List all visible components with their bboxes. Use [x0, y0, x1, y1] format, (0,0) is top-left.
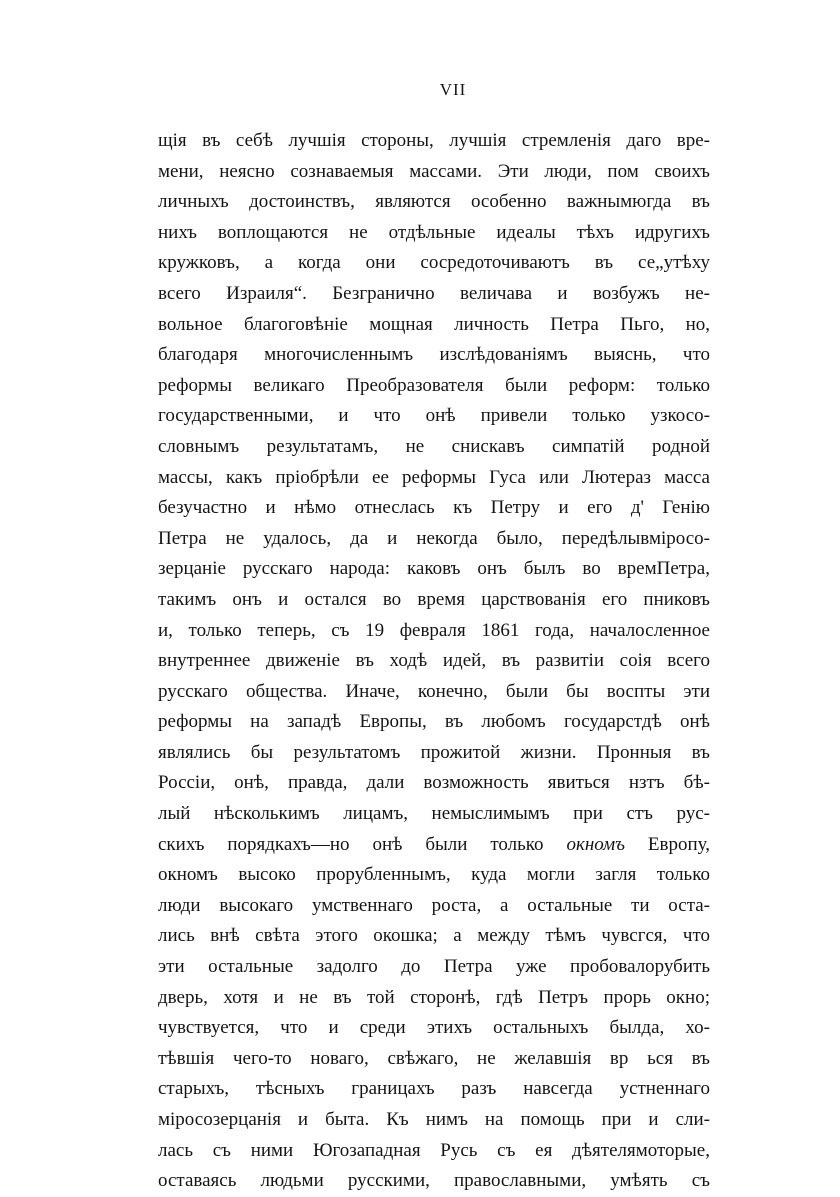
text-line: благодаря многочисленнымъ изслѣдованіямъ выяснь, что	[158, 344, 710, 366]
text-line: внутреннее движеніе въ ходѣ идей, въ развитіи соія всего	[158, 650, 710, 672]
text-line: являлись бы результатомъ прожитой жизни. Пронныя въ	[158, 741, 710, 763]
text-segment: Европу,	[625, 833, 710, 855]
text-line: лый нѣсколькимъ лицамъ, немыслимымъ при стъ рус-	[158, 803, 710, 825]
text-line: личныхъ достоинствъ, являются особенно важнымюгда въ	[158, 191, 710, 213]
text-line: чувствуется, что и среди этихъ остальныхъ былда, хо-	[158, 1017, 710, 1039]
text-line: оставаясь людьми русскими, православными, умѣять съ	[158, 1170, 710, 1192]
text-line: мени, неясно сознаваемыя массами. Эти люди, пом своихъ	[158, 160, 710, 182]
text-line: нихъ воплощаются не отдѣльные идеалы тѣхъ идругихъ	[158, 221, 710, 243]
text-line: государственными, и что онѣ привели только узкосо-	[158, 405, 710, 427]
text-line	[158, 830, 710, 861]
text-line: окномъ высоко прорубленнымъ, куда могли загля только	[158, 864, 710, 886]
text-line: старыхъ, тѣсныхъ границахъ разъ навсегда устненнаго	[158, 1078, 710, 1100]
text-line: лась съ ними Югозападная Русь съ ея дѣятелямоторые,	[158, 1139, 710, 1161]
text-line: тѣвшія чего-то новаго, свѣжаго, не желавшія вр ься въ	[158, 1047, 710, 1069]
text-line: щія въ себѣ лучшія стороны, лучшія стремленія даго вре-	[158, 130, 710, 151]
text-line: всего Израиля“. Безгранично величава и возбужъ не-	[158, 282, 710, 304]
emphasized-word: окномъ	[566, 833, 626, 855]
text-line: словнымъ результатамъ, не снискавъ симпатій родной	[158, 435, 710, 457]
text-line: такимъ онъ и остался во время царствованія его пниковъ	[158, 588, 710, 610]
text-line: эти остальные задолго до Петра уже пробовалорубить	[158, 956, 710, 978]
text-line: міросозерцанія и быта. Къ нимъ на помощь при и сли-	[158, 1109, 710, 1130]
text-line: кружковъ, а когда они сосредоточиваютъ въ се„утѣху	[158, 252, 710, 274]
text-line: Петра не удалось, да и некогда было, передѣлывміросо-	[158, 527, 710, 549]
text-line: и, только теперь, съ 19 февраля 1861 года, началосленное	[158, 619, 710, 641]
text-line: безучастно и нѣмо отнеслась къ Петру и его д' Генію	[158, 497, 710, 519]
text-line: вольное благоговѣніе мощная личность Петра Пьго, но,	[158, 313, 710, 335]
text-line: русскаго общества. Иначе, конечно, были бы воспты эти	[158, 680, 710, 702]
text-line: зерцаніе русскаго народа: каковъ онъ былъ во времПетра,	[158, 558, 710, 580]
body-text	[158, 126, 710, 1197]
text-line: лись внѣ свѣта этого окошка; а между тѣмъ чувсгся, что	[158, 925, 710, 947]
text-line: реформы великаго Преобразователя были реформ: только	[158, 374, 710, 396]
text-segment: скихъ порядкахъ—но онѣ были только	[158, 833, 567, 855]
text-line: реформы на западѣ Европы, въ любомъ государстдѣ онѣ	[158, 711, 710, 733]
text-line: дверь, хотя и не въ той сторонѣ, гдѣ Петръ прорь окно;	[158, 986, 710, 1008]
text-line: люди высокаго умственнаго роста, а остальные ти оста-	[158, 894, 710, 916]
text-line: Россіи, онѣ, правда, дали возможность явиться нзтъ бѣ-	[158, 772, 710, 794]
page-number: VII	[439, 80, 467, 99]
text-line: массы, какъ пріобрѣли ее реформы Гуса или Лютераз масса	[158, 466, 710, 488]
